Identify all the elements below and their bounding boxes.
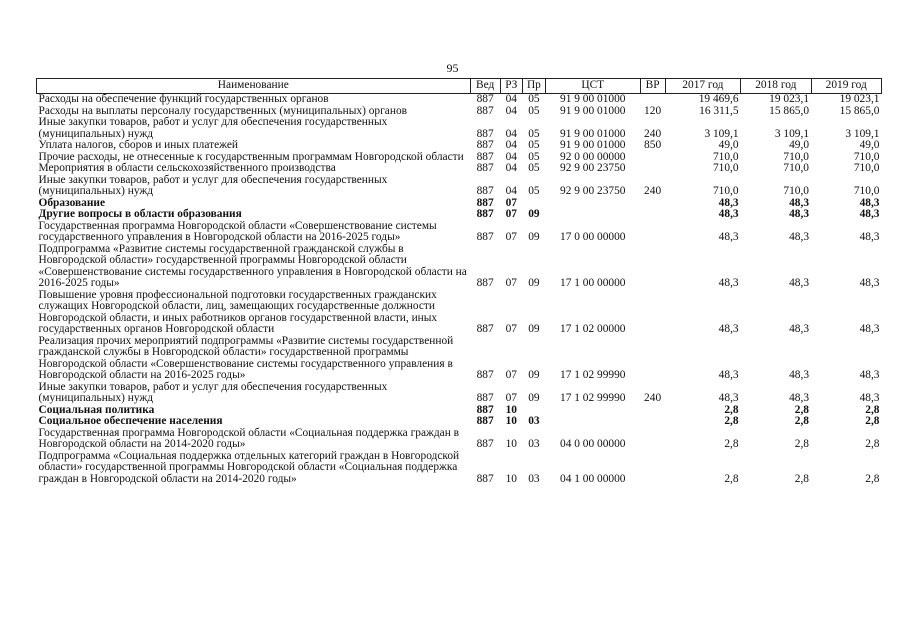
cell-2018: 710,0 bbox=[783, 162, 810, 174]
cell-pr: 05 bbox=[528, 127, 540, 140]
cell-pr: 09 bbox=[528, 208, 540, 220]
cell-rz: 04 bbox=[505, 104, 517, 117]
cell-cst: 91 9 00 01000 bbox=[560, 93, 626, 105]
cell-ved: 887 bbox=[476, 231, 494, 243]
cell-2019: 48,3 bbox=[859, 277, 880, 289]
cell-cst bbox=[545, 405, 640, 417]
table-row bbox=[37, 336, 882, 382]
cell-rz: 04 bbox=[505, 127, 517, 140]
cell-2018: 48,3 bbox=[789, 208, 810, 220]
cell-2018: 19 023,1 bbox=[769, 93, 810, 105]
cell-2019: 48,3 bbox=[859, 323, 880, 335]
cell-name: Иные закупки товаров, работ и услуг для обеспечения государственных (муниципальных) нужд bbox=[38, 380, 388, 404]
cell-2018: 48,3 bbox=[789, 277, 810, 289]
cell-vr bbox=[640, 416, 665, 428]
cell-cst: 17 1 02 99990 bbox=[560, 392, 626, 404]
header-name: Наименование bbox=[37, 79, 471, 94]
cell-pr: 05 bbox=[528, 139, 540, 151]
cell-2019: 710,0 bbox=[853, 185, 880, 197]
cell-pr: 03 bbox=[528, 472, 540, 485]
cell-ved: 887 bbox=[476, 208, 494, 220]
page-number: 95 bbox=[446, 61, 459, 75]
cell-ved: 887 bbox=[476, 369, 494, 381]
cell-ved: 887 bbox=[476, 93, 494, 105]
cell-rz: 07 bbox=[505, 231, 517, 243]
cell-vr: 240 bbox=[644, 392, 662, 404]
cell-cst: 04 0 00 00000 bbox=[560, 438, 626, 450]
cell-rz: 07 bbox=[505, 369, 517, 381]
cell-ved: 887 bbox=[476, 403, 494, 416]
header-ved: Вед bbox=[470, 79, 500, 94]
cell-2019: 2,8 bbox=[865, 472, 880, 485]
cell-vr bbox=[640, 209, 665, 221]
cell-pr: 03 bbox=[528, 438, 540, 450]
cell-vr bbox=[640, 428, 665, 451]
cell-name: Государственная программа Новгородской области «Социальная поддержка граждан в Новгородской области на 2014-2020 годы» bbox=[38, 426, 460, 450]
cell-vr: 240 bbox=[644, 127, 662, 140]
cell-cst bbox=[545, 198, 640, 210]
cell-vr bbox=[640, 198, 665, 210]
cell-2017: 48,3 bbox=[718, 277, 739, 289]
cell-2017: 48,3 bbox=[718, 392, 739, 404]
table-row bbox=[37, 175, 882, 198]
cell-2018: 710,0 bbox=[783, 150, 810, 163]
cell-cst: 17 1 02 99990 bbox=[560, 369, 626, 381]
cell-pr: 05 bbox=[528, 162, 540, 174]
cell-name: Реализация прочих мероприятий подпрограммы «Развитие системы государственной гражданской службы в Новгородской области» государственной программы Новгородской области «Совершенствование системы государственного управления в Новгородской области на 2016-2025 годы» bbox=[38, 334, 454, 381]
cell-2018: 48,3 bbox=[789, 231, 810, 243]
cell-pr: 09 bbox=[528, 231, 540, 243]
cell-pr: 05 bbox=[528, 93, 540, 105]
cell-name: Подпрограмма «Развитие системы государственной гражданской службы в Новгородской области» государственной программы Новгородской области «Совершенствование системы государственного управления в Новгородской области на 2016-2025 годы» bbox=[38, 242, 467, 289]
table-row bbox=[37, 244, 882, 290]
cell-2017: 48,3 bbox=[718, 208, 739, 220]
cell-2017: 710,0 bbox=[712, 185, 739, 197]
cell-2017: 2,8 bbox=[724, 415, 739, 427]
cell-vr bbox=[640, 336, 665, 382]
cell-rz: 10 bbox=[505, 403, 517, 416]
cell-2017: 48,3 bbox=[718, 369, 739, 381]
cell-2019: 2,8 bbox=[865, 403, 880, 416]
cell-rz: 10 bbox=[505, 415, 517, 427]
cell-cst bbox=[545, 209, 640, 221]
table-body bbox=[37, 94, 882, 486]
cell-pr: 09 bbox=[528, 369, 540, 381]
cell-2019: 3 109,1 bbox=[845, 127, 880, 140]
cell-rz: 04 bbox=[505, 162, 517, 174]
cell-2017: 48,3 bbox=[718, 196, 739, 209]
cell-2017: 2,8 bbox=[724, 403, 739, 416]
cell-2018: 2,8 bbox=[794, 472, 810, 485]
table-header-row bbox=[37, 79, 882, 94]
cell-name: Мероприятия в области сельскохозяйственного производства bbox=[38, 162, 336, 174]
cell-ved: 887 bbox=[476, 277, 494, 289]
cell-ved: 887 bbox=[476, 392, 494, 404]
table-row bbox=[37, 416, 882, 428]
header-vr: ВР bbox=[640, 79, 665, 94]
cell-cst: 92 0 00 00000 bbox=[560, 150, 626, 163]
table-row bbox=[37, 140, 882, 152]
cell-ved: 887 bbox=[476, 323, 494, 335]
table-row bbox=[37, 428, 882, 451]
cell-2017: 48,3 bbox=[718, 231, 739, 243]
cell-2018: 3 109,1 bbox=[774, 127, 810, 140]
cell-2018: 2,8 bbox=[794, 403, 810, 416]
cell-2019: 48,3 bbox=[859, 208, 880, 220]
cell-ved: 887 bbox=[476, 104, 494, 117]
cell-2019: 15 865,0 bbox=[839, 104, 880, 117]
cell-rz: 04 bbox=[505, 185, 517, 197]
cell-2017: 710,0 bbox=[712, 162, 739, 174]
cell-name: Другие вопросы в области образования bbox=[38, 208, 242, 220]
cell-name: Государственная программа Новгородской области «Совершенствование системы государственного управления в Новгородской области на 2016-2025 годы» bbox=[38, 219, 437, 243]
cell-rz: 04 bbox=[505, 93, 517, 105]
table-row bbox=[37, 209, 882, 221]
cell-2019: 48,3 bbox=[859, 392, 880, 404]
cell-2018: 48,3 bbox=[789, 369, 810, 381]
cell-2019: 49,0 bbox=[859, 139, 880, 151]
cell-vr bbox=[640, 405, 665, 417]
cell-2017: 48,3 bbox=[718, 323, 739, 335]
cell-2019: 48,3 bbox=[859, 196, 880, 209]
cell-ved: 887 bbox=[476, 196, 494, 209]
cell-rz: 04 bbox=[505, 150, 517, 163]
cell-cst: 91 9 00 01000 bbox=[560, 104, 626, 117]
cell-2019: 2,8 bbox=[865, 438, 880, 450]
cell-pr: 05 bbox=[528, 150, 540, 163]
cell-cst: 91 9 00 01000 bbox=[560, 127, 626, 140]
cell-2019: 2,8 bbox=[865, 415, 880, 427]
budget-table bbox=[36, 78, 882, 485]
cell-vr bbox=[640, 244, 665, 290]
cell-name: Подпрограмма «Социальная поддержка отдельных категорий граждан в Новгородской области» государственной программы Новгородской области «Социальная поддержка граждан в Новгородской области на 2014-2020 годы» bbox=[38, 449, 460, 485]
cell-2017: 19 469,6 bbox=[698, 93, 739, 105]
cell-2018: 48,3 bbox=[789, 392, 810, 404]
cell-ved: 887 bbox=[476, 139, 494, 151]
cell-ved: 887 bbox=[476, 150, 494, 163]
header-cst: ЦСТ bbox=[545, 79, 640, 94]
header-2018: 2018 год bbox=[741, 79, 811, 94]
cell-2018: 15 865,0 bbox=[769, 104, 810, 117]
cell-name: Повышение уровня профессиональной подготовки государственных гражданских служащих Новгородской области, лиц, замещающих государственные должности Новгородской области, и иных работников органов государственной власти, иных государственных органов Новгородской области bbox=[38, 288, 438, 335]
cell-2017: 710,0 bbox=[712, 150, 739, 163]
cell-name: Социальная политика bbox=[38, 403, 155, 416]
cell-vr bbox=[640, 290, 665, 336]
cell-cst: 17 1 00 00000 bbox=[560, 277, 626, 289]
cell-ved: 887 bbox=[476, 438, 494, 450]
cell-vr bbox=[640, 163, 665, 175]
cell-name: Расходы на обеспечение функций государственных органов bbox=[38, 93, 329, 105]
cell-2019: 710,0 bbox=[853, 162, 880, 174]
cell-cst: 17 1 02 00000 bbox=[560, 323, 626, 335]
cell-name: Прочие расходы, не отнесенные к государственным программам Новгородской области bbox=[38, 150, 464, 163]
cell-cst: 92 9 00 23750 bbox=[560, 185, 626, 197]
cell-cst: 92 9 00 23750 bbox=[560, 162, 626, 174]
cell-vr bbox=[640, 451, 665, 486]
cell-2018: 48,3 bbox=[789, 323, 810, 335]
table-row bbox=[37, 117, 882, 140]
cell-name: Образование bbox=[38, 196, 106, 209]
header-pr: Пр bbox=[522, 79, 545, 94]
table-row bbox=[37, 163, 882, 175]
cell-ved: 887 bbox=[476, 415, 494, 427]
cell-2018: 2,8 bbox=[794, 438, 810, 450]
cell-pr: 03 bbox=[528, 415, 540, 427]
cell-rz: 07 bbox=[505, 392, 517, 404]
cell-2019: 48,3 bbox=[859, 369, 880, 381]
cell-rz: 07 bbox=[505, 196, 517, 209]
cell-pr: 05 bbox=[528, 104, 540, 117]
cell-cst: 17 0 00 00000 bbox=[560, 231, 626, 243]
table-row bbox=[37, 382, 882, 405]
cell-rz: 10 bbox=[505, 472, 517, 485]
cell-rz: 04 bbox=[505, 139, 517, 151]
cell-2017: 2,8 bbox=[724, 438, 739, 450]
cell-2018: 48,3 bbox=[789, 196, 810, 209]
table-row bbox=[37, 221, 882, 244]
cell-name: Иные закупки товаров, работ и услуг для обеспечения государственных (муниципальных) нужд bbox=[38, 173, 388, 197]
cell-ved: 887 bbox=[476, 472, 494, 485]
cell-2019: 48,3 bbox=[859, 231, 880, 243]
cell-ved: 887 bbox=[476, 185, 494, 197]
header-2017: 2017 год bbox=[665, 79, 740, 94]
cell-pr: 05 bbox=[528, 185, 540, 197]
cell-name: Социальное обеспечение населения bbox=[38, 415, 223, 427]
cell-cst bbox=[545, 416, 640, 428]
cell-2018: 49,0 bbox=[789, 139, 810, 151]
cell-ved: 887 bbox=[476, 127, 494, 140]
table-row bbox=[37, 94, 882, 106]
cell-2019: 19 023,1 bbox=[839, 93, 880, 105]
cell-ved: 887 bbox=[476, 162, 494, 174]
table-row bbox=[37, 451, 882, 486]
cell-2017: 16 311,5 bbox=[699, 104, 739, 117]
cell-2017: 3 109,1 bbox=[704, 127, 739, 140]
cell-rz: 07 bbox=[505, 323, 517, 335]
cell-2018: 2,8 bbox=[794, 415, 810, 427]
cell-cst: 04 1 00 00000 bbox=[560, 472, 626, 485]
cell-name: Расходы на выплаты персоналу государственных (муниципальных) органов bbox=[38, 104, 408, 117]
header-2019: 2019 год bbox=[811, 79, 881, 94]
table-row bbox=[37, 290, 882, 336]
cell-rz: 07 bbox=[505, 208, 517, 220]
header-rz: РЗ bbox=[500, 79, 522, 94]
cell-vr bbox=[640, 152, 665, 164]
cell-name: Уплата налогов, сборов и иных платежей bbox=[38, 139, 238, 151]
cell-cst: 91 9 00 01000 bbox=[560, 139, 626, 151]
cell-vr: 850 bbox=[644, 139, 662, 151]
cell-vr bbox=[640, 94, 665, 106]
cell-pr: 09 bbox=[528, 277, 540, 289]
cell-vr bbox=[640, 221, 665, 244]
cell-name: Иные закупки товаров, работ и услуг для обеспечения государственных (муниципальных) нужд bbox=[38, 116, 388, 140]
cell-2017: 2,8 bbox=[724, 472, 739, 485]
cell-2018: 710,0 bbox=[783, 185, 810, 197]
cell-pr: 09 bbox=[528, 323, 540, 335]
cell-vr: 240 bbox=[644, 185, 662, 197]
cell-2017: 49,0 bbox=[718, 139, 739, 151]
cell-2019: 710,0 bbox=[853, 150, 880, 163]
cell-rz: 10 bbox=[505, 438, 517, 450]
cell-pr: 09 bbox=[528, 392, 540, 404]
cell-vr: 120 bbox=[644, 104, 662, 117]
cell-rz: 07 bbox=[505, 277, 517, 289]
